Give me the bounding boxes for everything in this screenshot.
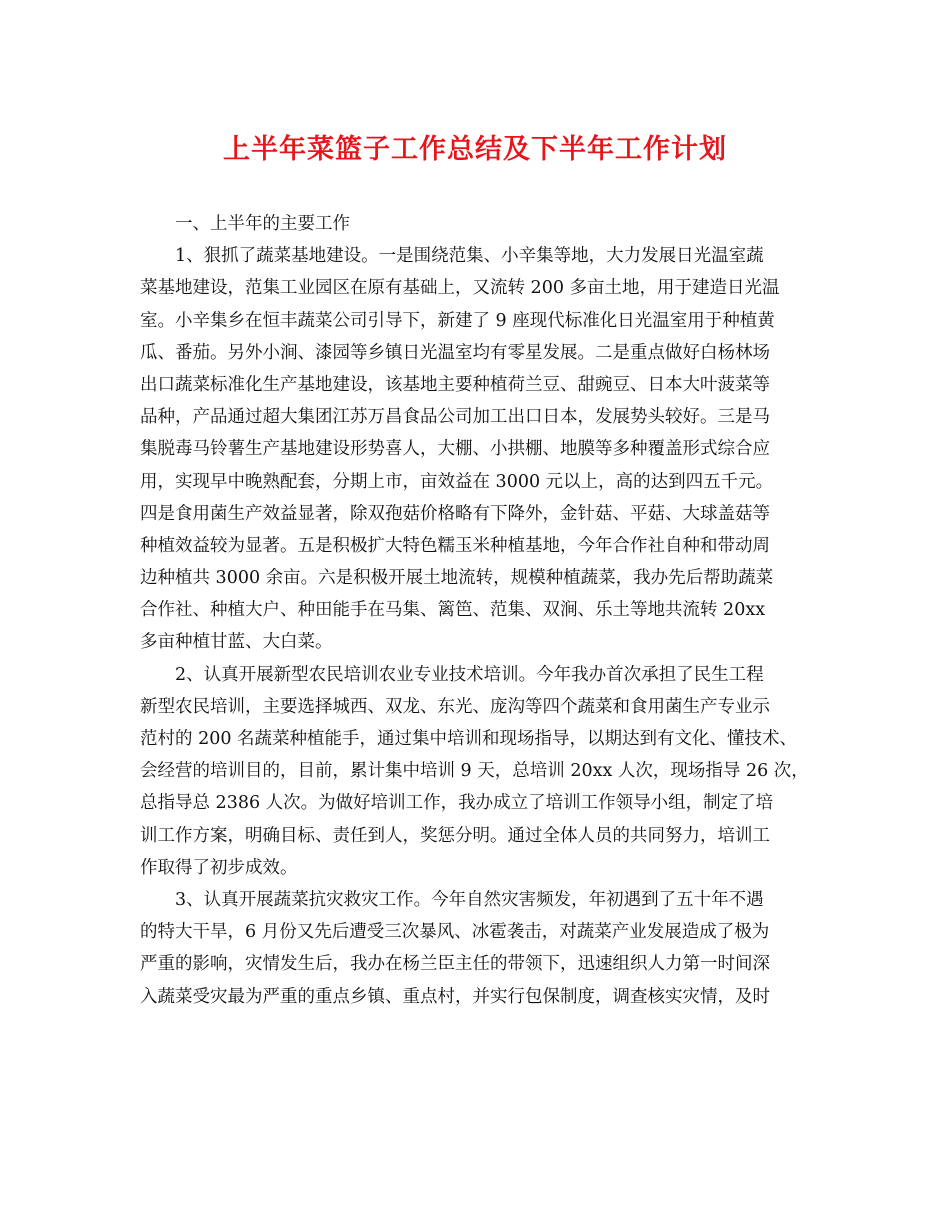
text-line: 瓜、番茄。另外小涧、漆园等乡镇日光温室均有零星发展。二是重点做好白杨林场 (140, 342, 770, 363)
text-line: 总指导总 2386 人次。为做好培训工作，我办成立了培训工作领导小组，制定了培 (140, 793, 774, 814)
document-title: 上半年菜篮子工作总结及下半年工作计划 (223, 134, 727, 165)
text-line: 出口蔬菜标准化生产基地建设，该基地主要种植荷兰豆、甜豌豆、日本大叶菠菜等 (140, 374, 770, 395)
text-line: 2、认真开展新型农民培训农业专业技术培训。今年我办首次承担了民生工程 (175, 664, 764, 685)
text-line: 品种，产品通过超大集团江苏万昌食品公司加工出口日本，发展势头较好。三是马 (140, 407, 770, 428)
text-line: 室。小辛集乡在恒丰蔬菜公司引导下，新建了 9 座现代标准化日光温室用于种植黄 (140, 310, 775, 331)
document-body (140, 208, 820, 1013)
text-line: 严重的影响，灾情发生后，我办在杨兰臣主任的带领下，迅速组织人力第一时间深 (140, 954, 770, 975)
text-line: 集脱毒马铃薯生产基地建设形势喜人，大棚、小拱棚、地膜等多种覆盖形式综合应 (140, 439, 770, 460)
text-line: 合作社、种植大户、种田能手在马集、篱笆、范集、双涧、乐土等地共流转 20xx (140, 600, 766, 621)
text-line: 作取得了初步成效。 (140, 857, 298, 878)
text-line: 3、认真开展蔬菜抗灾救灾工作。今年自然灾害频发，年初遇到了五十年不遇 (175, 889, 764, 910)
text-line: 多亩种植甘蓝、大白菜。 (140, 632, 333, 653)
text-line: 训工作方案，明确目标、责任到人，奖惩分明。通过全体人员的共同努力，培训工 (140, 825, 770, 846)
text-line: 范村的 200 名蔬菜种植能手，通过集中培训和现场指导，以期达到有文化、懂技术、 (140, 729, 798, 749)
text-line: 入蔬菜受灾最为严重的重点乡镇、重点村，并实行包保制度，调查核实灾情，及时 (140, 986, 770, 1007)
text-line: 一、上半年的主要工作 (175, 214, 350, 234)
text-line: 边种植共 3000 余亩。六是积极开展土地流转，规模种植蔬菜，我办先后帮助蔬菜 (140, 568, 774, 589)
text-line: 菜基地建设，范集工业园区在原有基础上，又流转 200 多亩土地，用于建造日光温 (140, 278, 780, 299)
text-line: 种植效益较为显著。五是积极扩大特色糯玉米种植基地，今年合作社自种和带动周 (140, 535, 770, 556)
text-line: 用，实现早中晚熟配套，分期上市，亩效益在 3000 元以上，高的达到四五千元。 (140, 471, 774, 492)
text-line: 的特大干旱，6 月份又先后遭受三次暴风、冰雹袭击，对蔬菜产业发展造成了极为 (140, 922, 770, 943)
text-line: 新型农民培训，主要选择城西、双龙、东光、庞沟等四个蔬菜和食用菌生产专业示 (140, 696, 770, 717)
text-line: 会经营的培训目的，目前，累计集中培训 9 天，总培训 20xx 人次，现场指导 26 次， (140, 761, 809, 782)
text-line: 1、狠抓了蔬菜基地建设。一是围绕范集、小辛集等地，大力发展日光温室蔬 (175, 246, 764, 267)
text-line: 四是食用菌生产效益显著，除双孢菇价格略有下降外，金针菇、平菇、大球盖菇等 (140, 503, 770, 524)
